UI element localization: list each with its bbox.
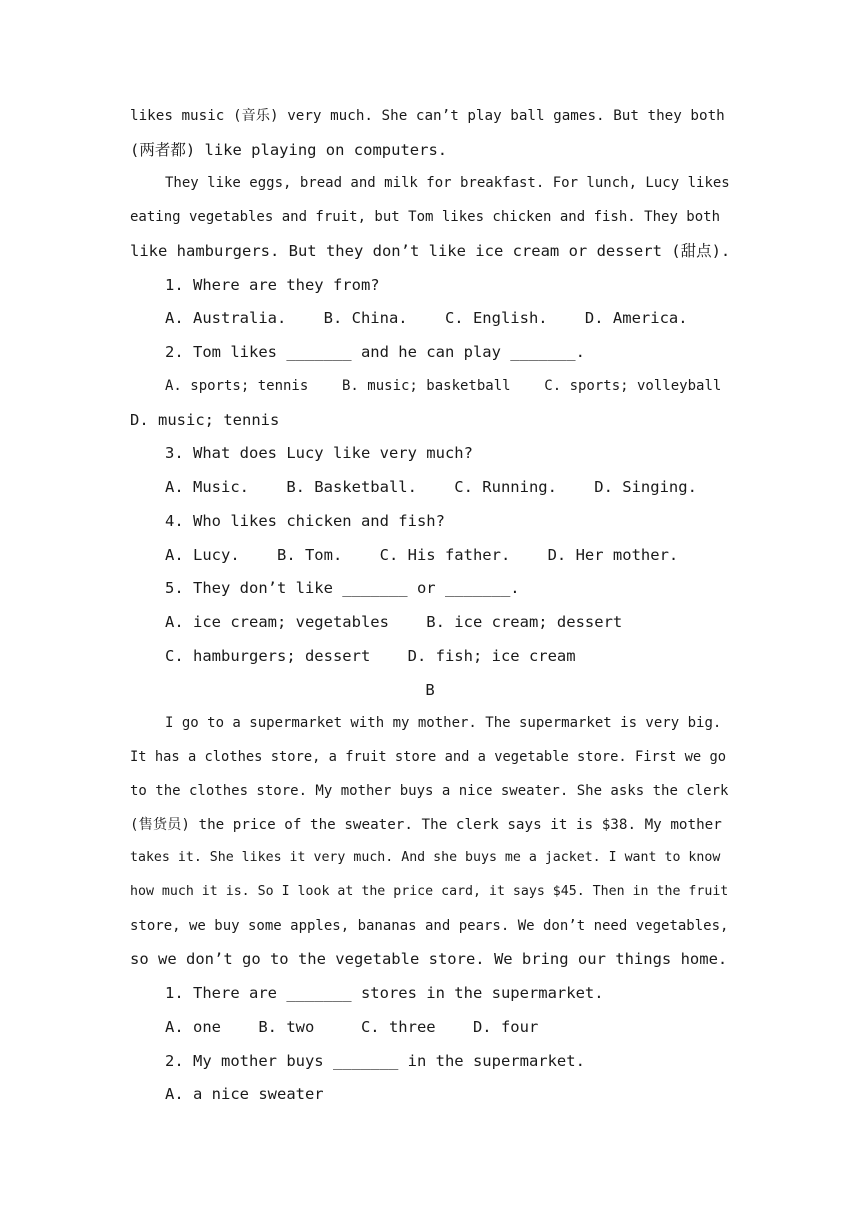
question-a2-options: A. sports; tennis B. music; basketball C. sports; volleyball — [165, 378, 722, 394]
question-b1: 1. There are _______ stores in the supermarket. — [165, 984, 604, 1002]
question-a2-options-cont: D. music; tennis — [130, 411, 280, 429]
passage-a-line: eating vegetables and fruit, but Tom likes chicken and fish. They both — [130, 209, 721, 225]
question-a5-options: A. ice cream; vegetables B. ice cream; dessert — [165, 613, 623, 631]
question-a1-options: A. Australia. B. China. C. English. D. America. — [165, 309, 688, 327]
question-a3-options: A. Music. B. Basketball. C. Running. D. Singing. — [165, 478, 697, 496]
question-b2-options: A. a nice sweater — [165, 1085, 324, 1103]
question-a3: 3. What does Lucy like very much? — [165, 444, 473, 462]
question-a4-options: A. Lucy. B. Tom. C. His father. D. Her mother. — [165, 546, 679, 564]
passage-b-line: how much it is. So I look at the price card, it says $45. Then in the fruit — [130, 884, 729, 899]
question-a5: 5. They don’t like _______ or _______. — [165, 579, 520, 597]
question-a2: 2. Tom likes _______ and he can play _______. — [165, 343, 585, 361]
passage-a-line: (两者都) like playing on computers. — [130, 141, 448, 159]
passage-b-line: to the clothes store. My mother buys a nice sweater. She asks the clerk — [130, 783, 729, 799]
question-a5-options-cont: C. hamburgers; dessert D. fish; ice cream — [165, 647, 576, 665]
passage-a-line: likes music (音乐) very much. She can’t play ball games. But they both — [130, 108, 725, 124]
question-a4: 4. Who likes chicken and fish? — [165, 512, 445, 530]
section-b-heading: B — [425, 681, 435, 699]
question-b2: 2. My mother buys _______ in the supermarket. — [165, 1052, 585, 1070]
question-a1: 1. Where are they from? — [165, 276, 380, 294]
passage-b-line: I go to a supermarket with my mother. The supermarket is very big. — [165, 715, 722, 731]
question-b1-options: A. one B. two C. three D. four — [165, 1018, 539, 1036]
passage-b-line: takes it. She likes it very much. And she buys me a jacket. I want to know — [130, 850, 721, 865]
passage-b-line: so we don’t go to the vegetable store. We bring our things home. — [130, 950, 728, 968]
passage-a-line: like hamburgers. But they don’t like ice cream or dessert (甜点). — [130, 242, 731, 260]
passage-b-line: store, we buy some apples, bananas and pears. We don’t need vegetables, — [130, 918, 729, 934]
passage-b-line: (售货员) the price of the sweater. The clerk says it is $38. My mother — [130, 817, 722, 833]
passage-a-line: They like eggs, bread and milk for breakfast. For lunch, Lucy likes — [165, 175, 730, 191]
passage-b-line: It has a clothes store, a fruit store and a vegetable store. First we go — [130, 749, 727, 765]
